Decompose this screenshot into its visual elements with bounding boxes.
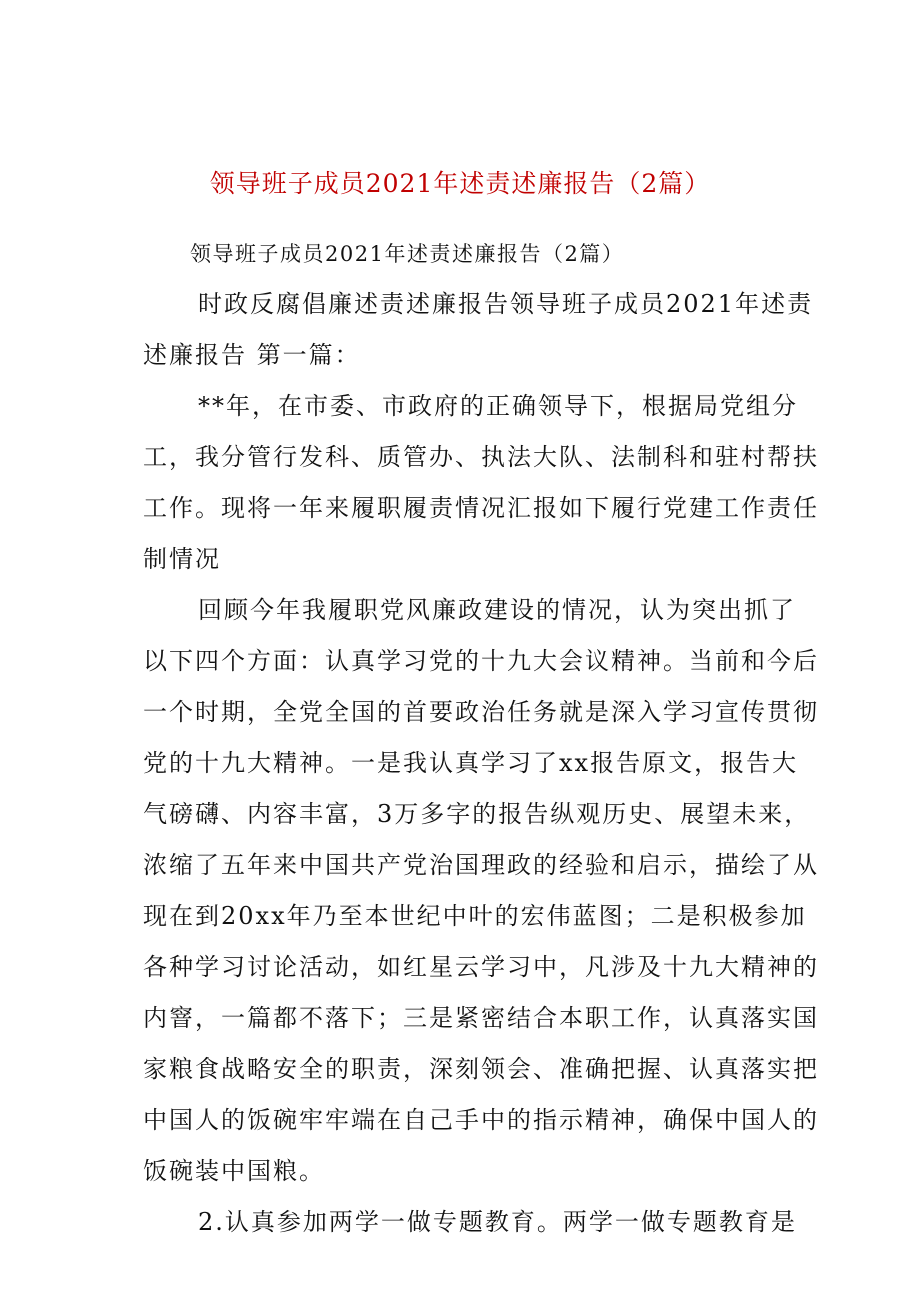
document-title: 领导班子成员2021年述责述廉报告（2篇） [209, 169, 711, 198]
paragraph-line: 工作。现将一年来履职履责情况汇报如下履行党建工作责任 [143, 494, 819, 522]
paragraph-line: 中国人的饭碗牢牢端在自己手中的指示精神，确保中国人的 [143, 1106, 819, 1134]
paragraph-line: 浓缩了五年来中国共产党治国理政的经验和启示，描绘了从 [143, 851, 819, 879]
paragraph-line: 家粮食战略安全的职责，深刻领会、准确把握、认真落实把 [143, 1055, 819, 1083]
paragraph-line: 述廉报告 第一篇： [143, 341, 361, 369]
paragraph-line: **年，在市委、市政府的正确领导下，根据局党组分 [198, 392, 798, 420]
paragraph-line: 时政反腐倡廉述责述廉报告领导班子成员2021年述责 [198, 290, 814, 318]
paragraph-line: 内窨，一篇都不落下；三是紧密结合本职工作，认真落实国 [143, 1004, 819, 1032]
paragraph-line: 现在到20xx年乃至本世纪中叶的宏伟蓝图；二是积极参加 [143, 902, 807, 930]
paragraph-line: 2.认真参加两学一做专题教育。两学一做专题教育是 [198, 1208, 797, 1236]
document-subtitle: 领导班子成员2021年述责述廉报告（2篇） [190, 242, 625, 266]
paragraph-line: 各种学习讨论活动，如红星云学习中，凡涉及十九大精神的 [143, 953, 819, 981]
paragraph-line: 以下四个方面：认真学习党的十九大会议精神。当前和今后 [143, 647, 819, 675]
paragraph-line: 一个时期，全党全国的首要政治任务就是深入学习宣传贯彻 [143, 698, 819, 726]
paragraph-line: 党的十九大精神。一是我认真学习了xx报告原文，报告大 [143, 749, 799, 777]
paragraph-line: 饭碗装中国粮。 [143, 1157, 325, 1185]
paragraph-line: 回顾今年我履职党风廉政建设的情况，认为突出抓了 [198, 596, 796, 624]
paragraph-line: 制情况 [143, 545, 221, 573]
paragraph-line: 工，我分管行发科、质管办、执法大队、法制科和驻村帮扶 [143, 443, 819, 471]
paragraph-line: 气磅礴、内容丰富，3万多字的报告纵观历史、展望未来， [143, 800, 811, 828]
